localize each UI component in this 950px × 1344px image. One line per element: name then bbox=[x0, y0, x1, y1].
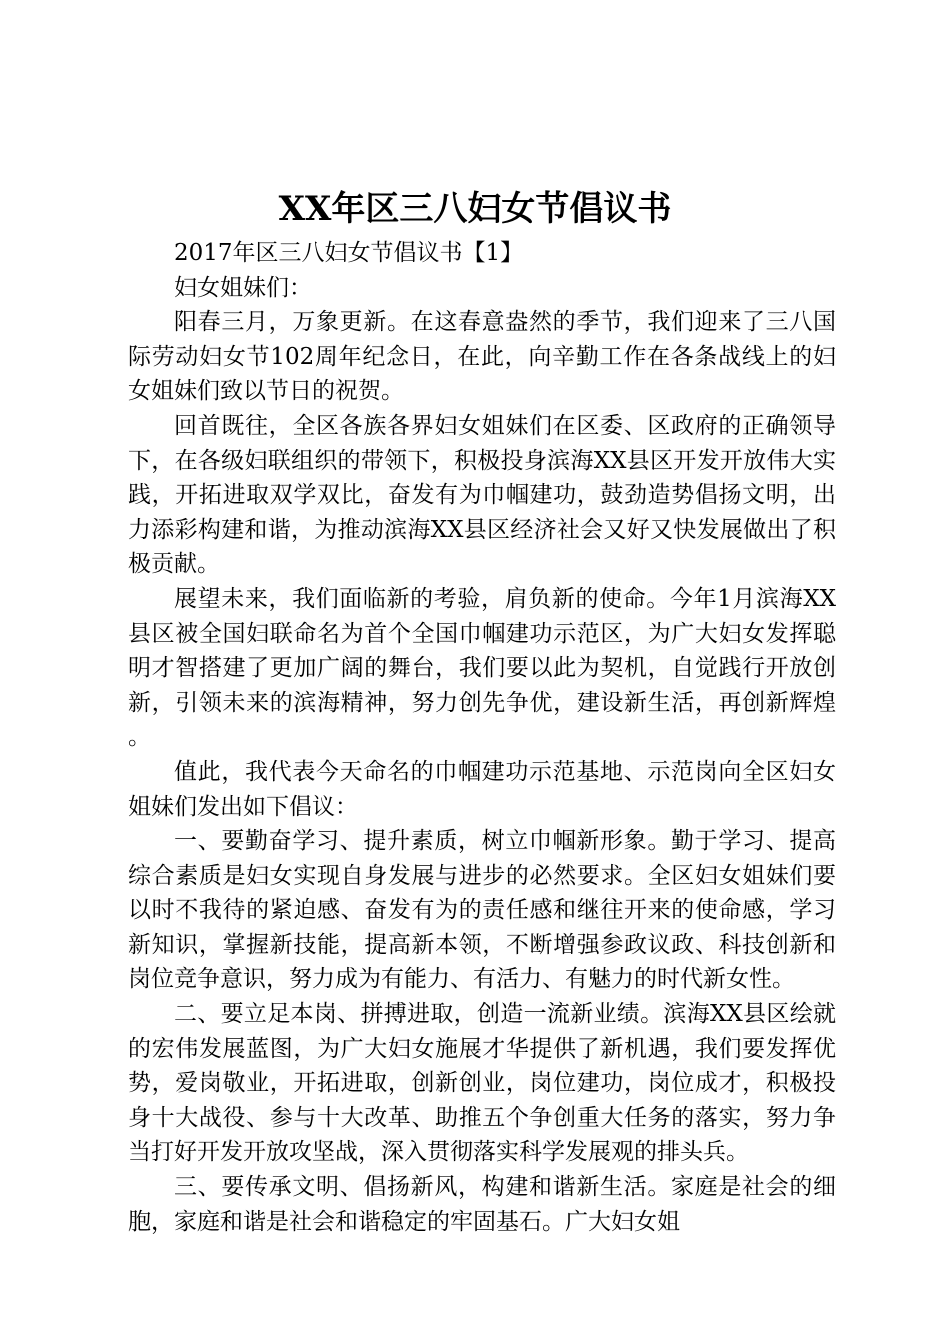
paragraph-subtitle: 2017年区三八妇女节倡议书【1】 bbox=[174, 240, 524, 266]
paragraph-proposal-one: 一、要勤奋学习、提升素质，树立巾帼新形象。勤于学习、提高综合素质是妇女实现自身发展与进步的必然要求。全区妇女姐妹们要以时不我待的紧迫感、奋发有为的责任感和继往开来的使命感，学习新知识，掌握新技能，提高新本领，不断增强参政议政、科技创新和岗位竞争意识，努力成为有能力、有活力、有魅力的时代新女性。 bbox=[128, 828, 836, 993]
paragraph-proposal-two: 二、要立足本岗、拼搏进取，创造一流新业绩。滨海XX县区绘就的宏伟发展蓝图，为广大妇女施展才华提供了新机遇，我们要发挥优势，爱岗敬业，开拓进取，创新创业，岗位建功，岗位成才，积极投身十大战役、参与十大改革、助推五个争创重大任务的落实，努力争当打好开发开放攻坚战，深入贯彻落实科学发展观的排头兵。 bbox=[128, 1001, 836, 1166]
paragraph-review: 回首既往，全区各族各界妇女姐妹们在区委、区政府的正确领导下，在各级妇联组织的带领下，积极投身滨海XX县区开发开放伟大实践，开拓进取双学双比，奋发有为巾帼建功，鼓劲造势倡扬文明，出力添彩构建和谐，为推动滨海XX县区经济社会又好又快发展做出了积极贡献。 bbox=[128, 412, 836, 578]
paragraph-outlook: 展望未来，我们面临新的考验，肩负新的使命。今年1月滨海XX县区被全国妇联命名为首个全国巾帼建功示范区，为广大妇女发挥聪明才智搭建了更加广阔的舞台，我们要以此为契机，自觉践行开放创新，引领未来的滨海精神，努力创先争优，建设新生活，再创新辉煌。 bbox=[128, 585, 836, 751]
document-body bbox=[128, 236, 836, 1239]
paragraph-proposal-three: 三、要传承文明、倡扬新风，构建和谐新生活。家庭是社会的细胞，家庭和谐是社会和谐稳定的牢固基石。广大妇女姐 bbox=[128, 1174, 836, 1235]
paragraph-spring-greeting: 阳春三月，万象更新。在这春意盎然的季节，我们迎来了三八国际劳动妇女节102周年纪念日，在此，向辛勤工作在各条战线上的妇女姐妹们致以节日的祝贺。 bbox=[128, 309, 836, 405]
document-title: XX年区三八妇女节倡议书 bbox=[278, 189, 672, 229]
paragraph-proposal-intro: 值此，我代表今天命名的巾帼建功示范基地、示范岗向全区妇女姐妹们发出如下倡议： bbox=[128, 758, 836, 820]
paragraph-salutation: 妇女姐妹们： bbox=[174, 274, 312, 301]
